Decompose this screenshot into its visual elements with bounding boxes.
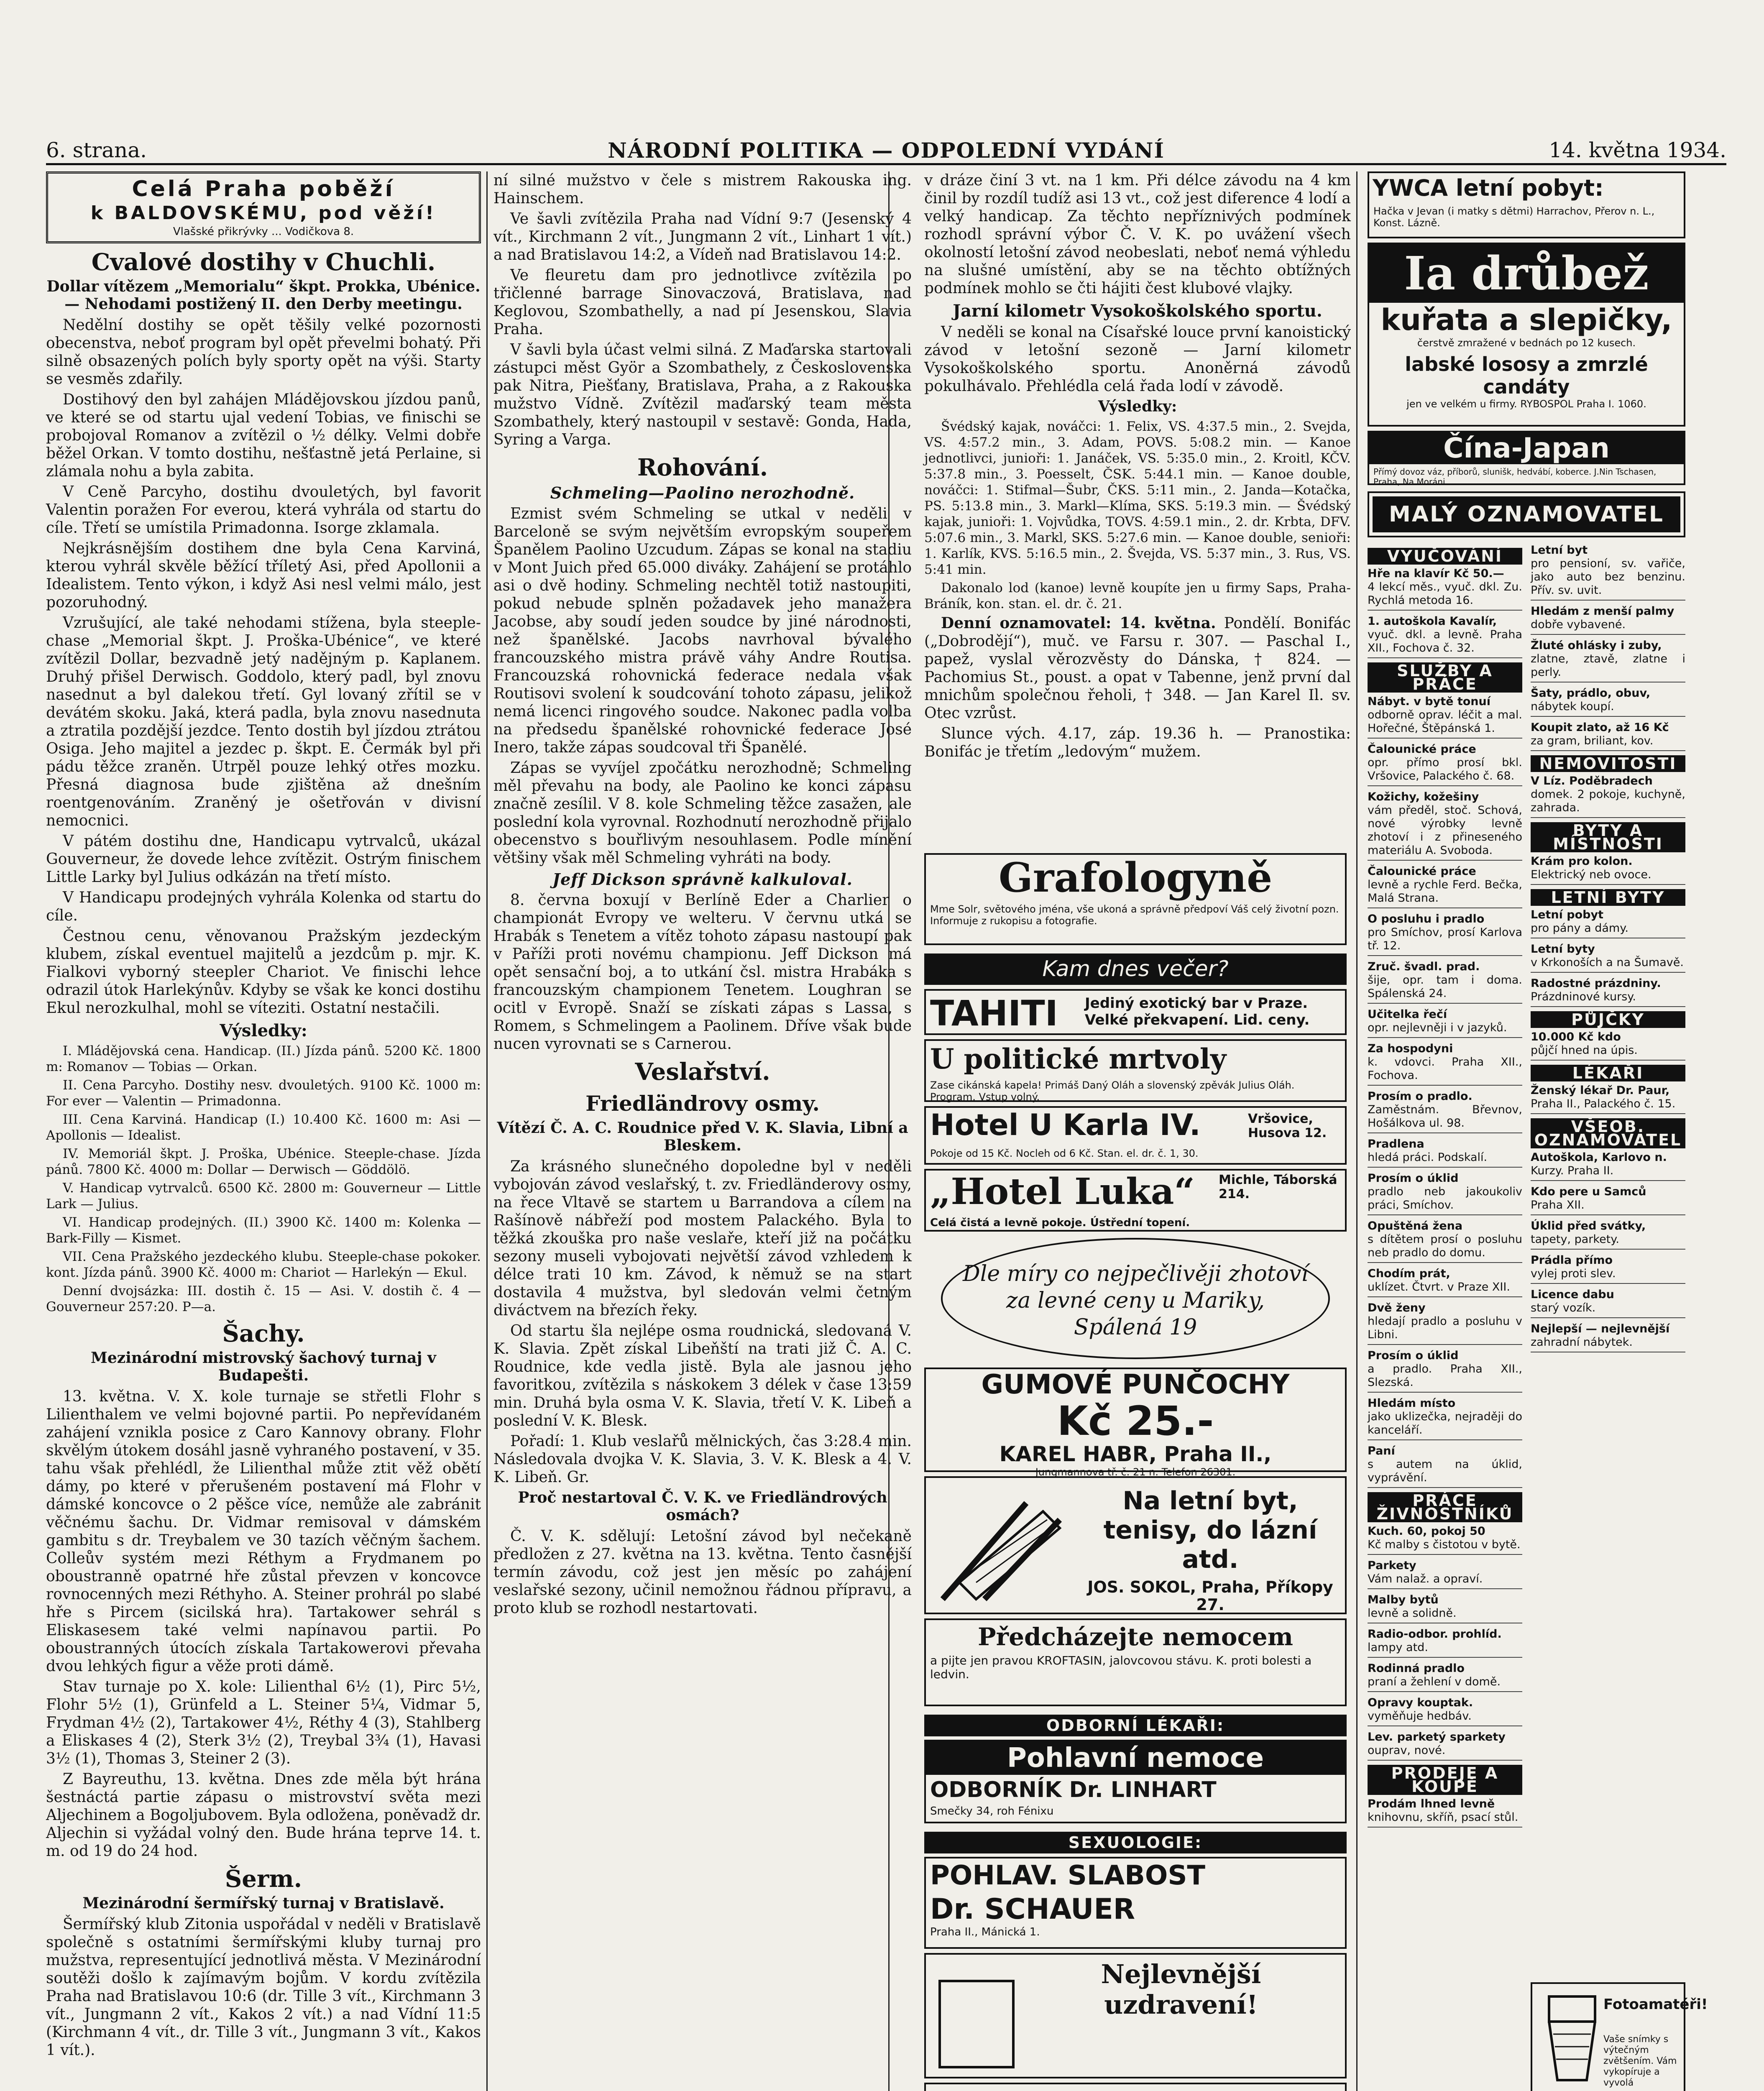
ad-text: šije, opr. tam i doma. Spálenská 24. [1368, 974, 1522, 1000]
ad-address: Jungmannova tř. č. 21 n. Telefon 26301. [1035, 1466, 1236, 1478]
ad-firm: ODBORNÍK Dr. LINHART [930, 1777, 1217, 1802]
category-header: PRÁCE ŽIVNOSTNÍKŮ [1368, 1492, 1522, 1522]
ad-text: pro pány a dámy. [1531, 922, 1629, 935]
drubez-ad [1368, 243, 1685, 427]
ad-firm: KAREL HABR, Praha II., [999, 1442, 1272, 1466]
linhart-ad [924, 1740, 1347, 1823]
category-header: LÉKAŘI [1531, 1065, 1685, 1081]
ad-title: Opuštěná žena [1368, 1219, 1463, 1232]
sexuologie-header: SEXUOLOGIE: [924, 1832, 1347, 1853]
classified-ad [1368, 1349, 1522, 1393]
ad-text: opr. přímo prosí bkl. Vršovice, Palackého č. 68. [1368, 756, 1522, 782]
paragraph: ní silné mužstvo v čele s mistrem Rakouska ing. Hainschem. [493, 172, 912, 207]
ad-title: Radio-odbor. prohlíd. [1368, 1628, 1502, 1641]
ad-title: Nábyt. v bytě tonuí [1368, 695, 1491, 708]
ad-address: Vršovice, Husova 12. [1248, 1112, 1327, 1140]
column-2 [493, 171, 912, 2091]
section-subtitle: Mezinárodní mistrovský šachový turnaj v Budapešti. [91, 1349, 436, 1384]
ad-title: Žluté ohlásky i zuby, [1531, 639, 1662, 652]
section-title: Šachy. [222, 1320, 305, 1347]
section-subtitle: Mezinárodní šermířský turnaj v Bratislavě. [82, 1894, 445, 1912]
category-header: VYUČOVÁNÍ [1368, 548, 1522, 565]
ad-title: Lev. parketý sparkety [1368, 1731, 1506, 1743]
paragraph: Ve fleuretu dam pro jednotlivce zvítězila po třičlenné barrage Sinovaczová, Bratislava, nad Keglovou, Szombathelly, a nad pí Jesenskou, Slavia Praha. [493, 267, 912, 338]
ad-text: Zase cikánská kapela! Primáš Daný Oláh a slovenský zpěvák Julius Oláh. Program. Vstup volný. [930, 1079, 1295, 1103]
ad-title: Radostné prázdniny. [1531, 977, 1661, 990]
ad-title: O posluhu i pradlo [1368, 913, 1485, 925]
ad-text: dobře vybavené. [1531, 618, 1626, 631]
paragraph: V Ceně Parcyho, dostihu dvouletých, byl favorit Valentin poražen For everou, která vyhrála od startu do cíle. Třetí se umístila Primadonna. Isorge zklamala. [46, 483, 481, 537]
classified-ad [1531, 1288, 1685, 1318]
ad-title: Koupit zlato, až 16 Kč [1531, 721, 1669, 734]
ad-title: Rodinná pradlo [1368, 1662, 1465, 1675]
paragraph: Šermířský klub Zitonia uspořádal v neděli v Bratislavě společně s ostatními šermířskými kluby turnaj pro mužstva, representující jednotlivá města. V Mezinárodní soutěži došlo k zajímavým bojům. V kordu zvítězila Praha nad Bratislavou 10:6 (dr. Tille 3 vít., Kirchmann 3 vít., Jungmann 2 vít., Kakos 2 vít.) a nad Vídní 11:5 (Kirchmann 4 vít., dr. Tille 3 vít., Jungmann 3 vít., Kakos 1 vít.). [46, 1916, 481, 2059]
article-title: Jarní kilometr Vysokoškolského sportu. [953, 301, 1322, 321]
ad-text [926, 2084, 1345, 2091]
classified-ad [1531, 721, 1685, 751]
ad-title: Prádla přímo [1531, 1254, 1613, 1267]
ad-title: Opravy kouptak. [1368, 1696, 1473, 1709]
lamp-icon [938, 1980, 1015, 2068]
ad-text: Vám nalaž. a opraví. [1368, 1572, 1483, 1585]
ad-title: Dvě ženy [1368, 1301, 1426, 1314]
ad-text: Vaše snímky s výtečným zvětšením. Vám vykopíruje a vyvolá [1603, 2034, 1677, 2088]
paragraph: Čestnou cenu, věnovanou Pražským jezdeckým klubem, získal eventuel majitelů a jezdcům p. mjr. K. Fialkovi vyborný steepler Chariot. Ve finischi lehce odrazil útok Harlekýnův. Kdyby se však ke konci dostihu Ekul nerozkulhal, mohl se víteziti. Ostatní nestačili. [46, 928, 481, 1017]
ad-title: Pradlena [1368, 1138, 1424, 1150]
ad-title: Nejlepší — nejlevnější [1531, 1322, 1670, 1335]
ad-text: uklízet. Čtvrt. v Praze XII. [1368, 1281, 1510, 1293]
ad-title: Krám pro kolon. [1531, 855, 1633, 868]
ad-text: praní a žehlení v domě. [1368, 1675, 1501, 1688]
category-header: VŠEOB. OZNAMOVATEL [1531, 1118, 1685, 1148]
ad-text: jen ve velkém u firmy. RYBOSPOL Praha I. 1060. [1406, 398, 1646, 410]
category-header: BYTY A MÍSTNOSTI [1531, 822, 1685, 852]
result-line: II. Cena Parcyho. Dostihy nesv. dvouletých. 9100 Kč. 1000 m: For ever — Valentin — Primadonna. [46, 1078, 481, 1109]
classified-ad [1368, 1219, 1522, 1263]
article-title: Cvalové dostihy v Chuchli. [91, 248, 436, 276]
ad-title: Prosím o úklid [1368, 1172, 1459, 1185]
paragraph: Od startu šla nejlépe osma roudnická, sledovaná V. K. Slavia. Zpět získal Libeňští na trati již Č. A. C. Roudnice, kde vedla jistě. Byla ale jasnou jeho favoritkou, zvítězila s náskokem 3 délek v čase 13:59 min. Druhá byla osma V. K. Slavia, třetí V. K. Libeň a poslední V. K. Blesk. [493, 1322, 912, 1429]
ad-title: Za hospodyni [1368, 1042, 1453, 1055]
ad-text: vyměňuje hedbáv. [1368, 1710, 1472, 1723]
ad-title: Hledám místo [1368, 1397, 1456, 1410]
ad-headline: Fotoamatéři! [1603, 1996, 1708, 2013]
ad-title: Licence dabu [1531, 1288, 1614, 1301]
ad-title: Úklid před svátky, [1531, 1219, 1646, 1232]
daily-text: Pondělí. Bonifác („Dobrodějí“), muč. ve Farsu r. 307. — Paschal I., papež, vyslal věrozvěsty do Dánska, † 824. — Pachomius St., poust. a opat v Tabenne, jenž první dal mnichům společnou řeholi, † 348. — Jan Karel Il. sv. Otec vzrůst. [924, 615, 1351, 722]
ad-text: a pradlo. Praha XII., Slezská. [1368, 1362, 1522, 1389]
ad-title: Učitelka řečí [1368, 1008, 1447, 1021]
ad-text: k. vdovci. Praha XII., Fochova. [1368, 1056, 1522, 1082]
ad-title: Chodím prát, [1368, 1267, 1450, 1280]
ad-text: Prázdninové kursy. [1531, 990, 1636, 1003]
ad-text: lampy atd. [1368, 1641, 1428, 1654]
ad-headline: Nejlevnější uzdravení! [1101, 1959, 1261, 2020]
classified-ad [1368, 865, 1522, 908]
ad-title: Autoškola, Karlovo n. [1531, 1151, 1667, 1164]
newspaper-title: NÁRODNÍ POLITIKA — ODPOLEDNÍ VYDÁNÍ [608, 138, 1165, 163]
ad-text: Hačka v Jevan (i matky s dětmi) Harrachov, Přerov n. L., Konst. Lázně. [1373, 205, 1655, 229]
classified-ad [1368, 1172, 1522, 1215]
marika-ad [941, 1238, 1330, 1359]
article-subtitle: Dollar vítězem „Memorialu“ škpt. Prokka, Ubénice. — Nehodami postižený II. den Derby meetingu. [46, 278, 481, 313]
ad-text: levně a rychle Ferd. Bečka, Malá Strana. [1368, 878, 1522, 905]
predchazejte-ad [924, 1618, 1347, 1706]
classified-ad [1368, 1731, 1522, 1761]
classified-ad [1531, 855, 1685, 885]
category-header: LETNÍ BYTY [1531, 889, 1685, 906]
fotoamateri-ad [1531, 1982, 1708, 2091]
ad-title: Hledám z menší palmy [1531, 605, 1675, 618]
ad-address: Michle, Táborská 214. [1219, 1173, 1337, 1201]
ad-title: Kožichy, kožešiny [1368, 790, 1479, 803]
ad-headline: Čína-Japan [1369, 432, 1684, 464]
ad-line: Celá Praha poběží [132, 176, 395, 202]
ad-text: Pokoje od 15 Kč. Nocleh od 6 Kč. Stan. el. dr. č. 1, 30. [930, 1148, 1199, 1159]
baldovsky-ad [46, 171, 481, 243]
classified-ad [1531, 775, 1685, 818]
ad-text: Kurzy. Praha II. [1531, 1164, 1614, 1177]
classified-ad [1531, 639, 1685, 683]
category-header: SLUŽBY A PRÁCE [1368, 662, 1522, 693]
ad-title: Letní pobyt [1531, 908, 1604, 921]
ad-subheadline: labské lososy a zmrzlé candáty [1405, 353, 1648, 398]
classified-ad [1368, 1696, 1522, 1726]
classified-ad [1531, 605, 1685, 635]
ad-headline: TAHITI [930, 993, 1058, 1034]
ad-text: starý vozík. [1531, 1301, 1596, 1314]
ad-headline: Ia drůbež [1369, 244, 1684, 303]
classified-ad [1368, 960, 1522, 1004]
ad-text: Dle míry co nejpečlivěji zhotoví za levné ceny u Mariky, Spálená 19 [963, 1261, 1308, 1340]
section-subtitle: Jeff Dickson správně kalkuloval. [552, 870, 853, 889]
ad-text: pradlo neb jakoukoliv práci, Smíchov. [1368, 1185, 1522, 1212]
ad-headline: Grafologyně [998, 854, 1273, 901]
ad-text: čerstvě zmražené v bednách po 12 kusech. [1417, 337, 1636, 349]
hotel-karla-ad [924, 1106, 1347, 1165]
column-3 [924, 171, 1351, 849]
ad-title: Prodám lhned levně [1368, 1797, 1495, 1810]
koucky-ad [924, 2083, 1347, 2091]
ad-text: domek. 2 pokoje, kuchyně, zahrada. [1531, 788, 1685, 814]
classified-ad [1531, 1030, 1685, 1061]
ad-text: jako uklizečka, nejraději do kanceláří. [1368, 1410, 1522, 1437]
paragraph: Č. V. K. sdělují: Letošní závod byl nečekaně předložen z 27. května na 13. května. Tento časnější termín závodu, což jest jen měsíc po zahájení veslařské sezony, učinil nemožnou řádnou přípravu, a proto klub se rozhodl nestartovati. [493, 1528, 912, 1617]
classified-ad [1368, 1267, 1522, 1297]
ad-text: pro pensioní, sv. vařiče, jako auto bez benzinu. Přív. sv. uvit. [1531, 557, 1685, 597]
classified-ad [1531, 1151, 1685, 1181]
result-line: I. Mládějovská cena. Handicap. (II.) Jízda pánů. 5200 Kč. 1800 m: Romanov — Tobias — Orkan. [46, 1043, 481, 1074]
classified-ad [1531, 1254, 1685, 1284]
classified-ad [1531, 1322, 1685, 1352]
ad-title: V Líz. Poděbradech [1531, 775, 1653, 787]
issue-date: 14. května 1934. [1549, 138, 1726, 162]
classified-ad [1531, 943, 1685, 973]
paragraph: V pátém dostihu dne, Handicapu vytrvalců, ukázal Gouverneur, že dovede lehce zvítězit. Ostrým finischem Little Larky byl Julius odkázán na třetí místo. [46, 833, 481, 886]
classified-ad [1531, 687, 1685, 717]
classified-ad [1368, 1525, 1522, 1555]
article-subtitle: Proč nestartoval Č. V. K. ve Friedländrových osmách? [518, 1489, 887, 1524]
classified-ad [1368, 913, 1522, 956]
ad-text: Elektrický neb ovoce. [1531, 868, 1652, 881]
ad-text: ouprav, nové. [1368, 1744, 1446, 1757]
ad-text: vylej proti slev. [1531, 1267, 1616, 1280]
classified-ad [1368, 1397, 1522, 1440]
gumove-puncochy-ad [924, 1368, 1347, 1478]
ad-text: nábytek koupí. [1531, 700, 1614, 713]
tahiti-ad [924, 989, 1347, 1035]
ad-text: Kč malby s čistotou v bytě. [1368, 1538, 1521, 1551]
ad-text: Jediný exotický bar v Praze. Velké překvapení. Lid. ceny. [1085, 995, 1310, 1028]
ad-text: s autem na úklid, vyprávění. [1368, 1458, 1522, 1484]
ad-headline: Na letní byt, tenisy, do lázní atd. [1103, 1486, 1317, 1574]
paragraph: Slunce vých. 4.17, záp. 19.36 h. — Pranostika: Bonifác je třetím „ledovým“ mužem. [924, 725, 1351, 760]
ad-title: Letní byt [1531, 544, 1588, 557]
ad-text: opr. nejlevněji i v jazyků. [1368, 1021, 1507, 1034]
results-text: Švédský kajak, nováčci: 1. Felix, VS. 4:37.5 min., 2. Svejda, VS. 4:57.2 min., 3. Adam, POVS. 5:08.2 min. — Kanoe jednotlivci, junioři: 1. Janáček, VS. 5:35.0 min., 2. Kroitl, KČV. 5:37.8 min., 3. Poesselt, ČSK. 5:44.1 min. — Kanoe double, nováčci: 1. Stifmal—Šubr, ČKS. 5:11 min., 2. Janda—Kotačka, PS. 5:13.8 min., 3. Markl—Klíma, SKS. 5:19.3 min. — Švédský kajak, junioři: 1. Vojvůdka, TOVS. 4:59.1 min., 2. dr. Krbta, DFV. 5:07.6 min., 3. Markl, SKS. 5:27.6 min. — Kanoe double, senioři: 1. Karlík, KVS. 5:16.5 min., 2. Švejda, VS. 5:37 min., 3. Rus, VS. 5:41 min. [924, 419, 1351, 577]
classified-ad [1368, 1008, 1522, 1038]
paragraph: v dráze činí 3 vt. na 1 km. Při délce závodu na 4 km činil by rozdíl tudíž asi 13 vt., což jest diference 4 lodí a velký handicap. Za těchto nepříznivých podmínek rozhodl správní výbor Č. V. K. po uvážení všech okolností letošní závod neobeslati, neboť nemá výhledu na slušné umístění, aby se na těchto obtížných podmínek mohlo se čti hájiti čest klubové vlajky. [924, 172, 1351, 297]
grafologyne-ad [924, 853, 1347, 945]
result-line: Denní dvojsázka: III. dostih č. 15 — Asi. V. dostih č. 4 — Gouverneur 257:20. P—a. [46, 1283, 481, 1314]
ad-text: vyuč. dkl. a levně. Praha XII., Fochova č. 32. [1368, 628, 1522, 654]
ad-text: knihovnu, skříň, psací stůl. [1368, 1811, 1519, 1824]
ad-headline: YWCA letní pobyt: [1373, 175, 1604, 201]
classified-ad [1368, 1593, 1522, 1623]
classified-ad [1531, 908, 1685, 938]
camera-icon [1541, 1992, 1603, 2084]
category-header: PRODEJE A KOUPĚ [1368, 1765, 1522, 1795]
ad-price: Kč 25.- [1057, 1398, 1214, 1444]
ad-address: Smečky 34, roh Fénixu [930, 1805, 1054, 1817]
ad-title: Prosím o pradlo. [1368, 1090, 1473, 1103]
section-subtitle: Schmeling—Paolino nerozhodně. [550, 483, 855, 502]
results-heading: Výsledky: [1098, 398, 1177, 415]
classified-ad [1531, 1084, 1685, 1114]
ad-firm: Dr. SCHAUER [930, 1893, 1135, 1926]
ad-line: Vlašské přikrývky ... Vodičkova 8. [173, 225, 354, 238]
ad-text: Mme Solr, světového jména, vše ukoná a správně předpoví Váš celý životní pozn. Informuje z rukopisu a fotografie. [930, 903, 1339, 927]
schauer-ad [924, 1857, 1347, 1949]
ad-address: Praha II., Mánická 1. [930, 1926, 1040, 1938]
result-line: VII. Cena Pražského jezdeckého klubu. Steeple-chase pokoker. kont. Jízda pánů. 3900 Kč. 4000 m: Chariot — Harlekýn — Ekul. [46, 1249, 481, 1280]
classifieds-right [1531, 544, 1685, 1978]
ad-text: hledají pradlo a posluhu v Libni. [1368, 1315, 1522, 1341]
section-title: Šerm. [225, 1865, 302, 1893]
classified-ad [1368, 1559, 1522, 1589]
classified-ad [1368, 1090, 1522, 1133]
classified-ad [1368, 567, 1522, 611]
result-line: VI. Handicap prodejných. (II.) 3900 Kč. 1400 m: Kolenka — Bark-Filly — Kismet. [46, 1215, 481, 1246]
ad-title: Letní byty [1531, 943, 1595, 956]
paragraph: Nejkrásnějším dostihem dne byla Cena Karviná, kterou vyhrál skvěle běžící tříletý Asi, před Apollonii a Idealistem. Tento výkon, i když Asi nesl velmi málo, jest pozoruhodný. [46, 540, 481, 611]
classified-ad [1368, 1042, 1522, 1086]
classified-ad [1368, 1628, 1522, 1658]
page-number: 6. strana. [46, 138, 147, 162]
page-header [46, 138, 1726, 165]
ad-headline: U politické mrtvoly [930, 1043, 1227, 1075]
ad-title: Prosím o úklid [1368, 1349, 1459, 1362]
section-title: Veslařství. [635, 1058, 770, 1086]
letni-byt-ad [924, 1476, 1347, 1614]
section-title: MALÝ OZNAMOVATEL [1373, 496, 1680, 532]
column-1 [46, 171, 481, 2091]
article-subtitle: Vítězí Č. A. C. Roudnice před V. K. Slavia, Libní a Bleskem. [497, 1119, 908, 1154]
classified-ad [1368, 615, 1522, 658]
ad-text: a pijte jen pravou KROFTASIN, jalovcovou stávu. K. proti bolesti a ledvin. [930, 1654, 1312, 1681]
ad-headline: Předcházejte nemocem [977, 1623, 1294, 1651]
daily-heading: Denní oznamovatel: 14. května. [941, 614, 1216, 632]
ad-headline: Hotel U Karla IV. [930, 1108, 1201, 1142]
category-header: NEMOVITOSTI [1531, 755, 1685, 772]
section-title: Rohování. [637, 454, 768, 481]
ad-text: vám předěl, stoč. Schová, nové výrobky levně zhotoví i z přineseného materiálu A. Svoboda. [1368, 804, 1522, 857]
classified-ad [1368, 743, 1522, 786]
classified-ad [1531, 977, 1685, 1007]
paragraph: Za krásného slunečného dopoledne byl v neděli vybojován závod veslařský, t. zv. Friedländerovy osmy, na řece Vltavě se startem u Barrandova a cílem na Rašínově nábřeží pod mostem Palackého. Byla to těžká zkouška pro naše veslaře, kteří již na počátku sezony museli vybojovati největší závod vzhledem k délce trati 10 km. Závod, k němuž se na start dostavila 4 mužstva, byl sledován velmi četným diváctvem na březích řeky. [493, 1158, 912, 1319]
hotel-luka-ad [924, 1169, 1347, 1232]
paragraph: 8. června boxují v Berlíně Eder a Charlier o championát Evropy ve welteru. V červnu utká se Hrabák s Tenetem a vítěz tohoto zápasu nastoupí pak v Paříži proti novému championu. Jeff Dickson má opět sensační boj, a to utkání čsl. mistra Hrabáka s francouzským championem Tenetem. Loughran se ocitl v Evropě. Snaží se získati zápas s Lassa, s Romem, s Schmelingem a Paolinem. Dříve však bude nucen vyrovnati se s Carnerou. [493, 892, 912, 1053]
kam-dnes-vecer: Kam dnes večer? [924, 953, 1347, 985]
ad-text: 4 lekcí měs., vyuč. dkl. Zu. Rychlá metoda 16. [1368, 580, 1522, 607]
ad-text: půjčí hned na úpis. [1531, 1044, 1638, 1057]
classified-ad [1368, 695, 1522, 739]
classified-ad [1368, 1138, 1522, 1168]
ad-title: Parkety [1368, 1559, 1416, 1572]
ad-text: Praha II., Palackého č. 15. [1531, 1097, 1676, 1110]
uzdraveni-ad [924, 1953, 1347, 2078]
ad-title: Malby bytů [1368, 1593, 1439, 1606]
ad-text: Zaměstnám. Břevnov, Hošálkova ul. 98. [1368, 1103, 1522, 1130]
ad-text: zahradní nábytek. [1531, 1336, 1633, 1349]
ad-text: zlatne, ztavě, zlatne i perly. [1531, 652, 1685, 679]
ad-title: 1. autoškola Kavalír, [1368, 615, 1497, 628]
paragraph: V Handicapu prodejných vyhrála Kolenka od startu do cíle. [46, 889, 481, 924]
paragraph: Z Bayreuthu, 13. května. Dnes zde měla být hrána šestnáctá partie zápasu o mistrovství světa mezi Aljechinem a Bogoljubovem. Byla odložena, poněvadž dr. Aljechin si vyžádal volný den. Bude hrána teprve 14. t. m. od 19 do 24 hod. [46, 1771, 481, 1860]
paragraph: Zápas se vyvíjel zpočátku nerozhodně; Schmeling měl převahu na body, ale Paolino ke konci zápasu značně zesílil. V 8. kole Schmeling těžce zasažen, ale poslední kola vyrovnal. Rozhodnutí nerozhodně přijalo obecenstvo s bouřlivým nesouhlasem. Podle mínění většiny však měl Schmeling vyhráti na body. [493, 759, 912, 867]
classified-ad [1368, 1797, 1522, 1828]
ad-line: k BALDOVSKÉMU, pod věží! [90, 202, 437, 224]
odborni-lekari-header: ODBORNÍ LÉKAŘI: [924, 1715, 1347, 1736]
article-title: Friedländrovy osmy. [585, 1091, 820, 1116]
classifieds-left [1368, 544, 1522, 2091]
ad-title: Zruč. švadl. prad. [1368, 960, 1480, 973]
ywca-ad [1368, 171, 1685, 238]
paragraph [924, 614, 1351, 722]
ad-headline: „Hotel Luka“ [930, 1171, 1195, 1213]
ad-text: odborně oprav. léčit a mal. Hořečné, Štěpánská 1. [1368, 708, 1522, 735]
ad-text: Přímý dovoz váz, příborů, slunišk, hedvábí, koberce. J.Nin Tschasen, Praha, Na Moráni. [1373, 467, 1657, 487]
results-heading: Výsledky: [220, 1021, 307, 1040]
result-line: V. Handicap vytrvalců. 6500 Kč. 2800 m: Gouverneur — Little Lark — Julius. [46, 1181, 481, 1212]
ad-title: Kuch. 60, pokoj 50 [1368, 1525, 1485, 1538]
ad-title: Hře na klavír Kč 50.— [1368, 567, 1504, 580]
ad-title: Ženský lékař Dr. Paur, [1531, 1084, 1670, 1097]
paragraph: Stav turnaje po X. kole: Lilienthal 6½ (1), Pirc 5½, Flohr 5½ (1), Grünfeld a L. Steiner 5¼, Vidmar 5, Frydman 4½ (2), Tartakower 4½, Réthy 4 (3), Stahlberg a Eliskases 4 (2), Sterk 3½ (2), Treybal 3¾ (1), Havasi 3½ (1), Thomas 3, Steiner 2 (3). [46, 1678, 481, 1767]
result-line: IV. Memoriál škpt. J. Proška, Ubénice. Steeple-chase. Jízda pánů. 7800 Kč. 4000 m: Dollar — Derwisch — Göddölö. [46, 1146, 481, 1177]
classified-ad [1368, 1444, 1522, 1488]
paragraph: Pořadí: 1. Klub veslařů mělnických, čas 3:28.4 min. Následovala dvojka V. K. Slavia, 3. V. K. Blesk a 4. V. K. Libeň. Gr. [493, 1433, 912, 1486]
paragraph: V šavli byla účast velmi silná. Z Maďarska startovali zástupci měst Györ a Szombathely, z Československa pak Nitra, Piešťany, Bratislava, Praha, a z Rakouska mužstvo Vídně. Zvítězil maďarský team města Szombathely, který nastoupil v sestavě: Gonda, Hada, Syring a Varga. [493, 341, 912, 448]
ad-text: v Krkonoších a na Šumavě. [1531, 956, 1684, 969]
column-rule [1356, 171, 1358, 2091]
ad-subheadline: kuřata a slepičky, [1381, 303, 1672, 337]
ad-headline: Pohlavní nemoce [926, 1741, 1345, 1775]
classified-ad [1368, 790, 1522, 861]
ad-text: tapety, parkety. [1531, 1233, 1619, 1246]
ad-text: za gram, briliant, kov. [1531, 734, 1654, 747]
ad-title: Čalounické práce [1368, 743, 1476, 756]
deckchair-icon [934, 1495, 1072, 1603]
ad-title: Čalounické práce [1368, 865, 1476, 878]
ad-text: hledá práci. Podskalí. [1368, 1151, 1488, 1164]
ad-title: Kdo pere u Samců [1531, 1185, 1646, 1198]
paragraph: Ve šavli zvítězila Praha nad Vídní 9:7 (Jesenský 4 vít., Kirchmann 2 vít., Jungmann 2 vít., Linhart 1 vít.) a nad Bratislavou 14:2, a Vídeň nad Bratislavou 14:2. [493, 210, 912, 263]
ad-text: pro Smíchov, prosí Karlova tř. 12. [1368, 926, 1522, 952]
ad-title: Paní [1368, 1444, 1395, 1457]
classified-ad [1531, 1219, 1685, 1250]
paragraph: Ezmist svém Schmeling se utkal v neděli v Barceloně se svým největším evropským soupeřem Španělem Paolino Uzcudum. Zápas se konal na stadiu v Mont Juich před 65.000 diváky. Zahájení se protáhlo asi o dvě hodiny. Schmeling nechtěl totiž nastoupiti, pokud nebude splněn požadavek jeho manažera Jacobse, aby soudí jeden soudce by jiné národnosti, než španělské. Jacobs navrhoval bývalého francouzského mistra právě váhy Andre Routisa. Francouzská rohovnická federace nedala však Routisovi svolení k soudcování tohoto zápasu, jelikož nemá licenci ringového soudce. Nakonec padla volba na předsedu španělské rohovnické federace José Inero, takže zápas soudcoval tři Španělé. [493, 505, 912, 756]
ad-headline: GUMOVÉ PUNČOCHY [981, 1369, 1290, 1400]
classified-ad [1531, 544, 1685, 601]
ad-title: Šaty, prádlo, obuv, [1531, 687, 1651, 700]
classified-ad [1531, 1185, 1685, 1215]
ad-firm: JOS. SOKOL, Praha, Příkopy 27. [1087, 1578, 1333, 1614]
paragraph: Nedělní dostihy se opět těšily velké pozornosti obecenstva, neboť program byl opět převelmi bohatý. Při silně obsazených polích byly sporty opět na výši. Starty se vesměs zdařily. [46, 317, 481, 388]
ad-text: levně a solidně. [1368, 1607, 1457, 1620]
paragraph: Dakonalo lod (kanoe) levně koupíte jen u firmy Saps, Praha-Bráník, kon. stan. el. dr. č. 21. [924, 580, 1351, 611]
column-rule [486, 171, 488, 2091]
classified-ad [1368, 1662, 1522, 1692]
paragraph: 13. května. V. X. kole turnaje se střetli Flohr s Lilienthalem ve velmi bojovné partii. Po nepřevídaném zahájení vznikla posice z Caro Kannovy obrany. Flohr skvělým útokem dosáhl jasně vyhraného postavení, v 35. tahu však přehlédl, že Lilienthal může ztit věž obětí dámy, po které v přerušeném postavení má Flohr v dámské koncovce o 2 pěšce více, nemůže ale zabránit věčnému šachu. Dr. Vidmar remisoval v dámském gambitu s dr. Treybalem ve 30 tazích věčným šachem. Colleův systém mezi Réthym a Frydmanem po oboustranně opatrné hře zůstal převzen v koncovce rovnocenných mezi Réthyho. A. Steiner prohrál po slabé hře s Pircem (sicilská hra). Tartakower sehrál s Eliskasesem také velmi napínavou partii. Po oboustranných útocích získala Tartakowerovi převaha dvou lehkých figur a věže proti dámě. [46, 1388, 481, 1675]
category-header: PŮJČKY [1531, 1011, 1685, 1028]
classified-ad [1368, 1301, 1522, 1345]
paragraph: Vzrušující, ale také nehodami stížena, byla steeple-chase „Memorial škpt. J. Proška-Ubénice“, ve které zvítězil Dollar, bezvadně jetý nadějným p. Kaplanem. Druhý přišel Derwisch. Goddolo, který padl, byl znovu nasednut a byl dalekou třetí. Gyl lovaný zřítil se v devátém skoku. Jaká, která padla, byla znovu nasednuta a ztratila pozdější jezdce. Tento dostih byl jízdou ztrátou Osiga. Jeho majitel a jezdec p. škpt. E. Čermák byl při pádu těžce zraněn. Utrpěl pouze lehký otřes mozku. Přesná diagnosa bude zjištěna až dnešním roentgenováním. Zraněný je ošetřován v divisní nemocnici. [46, 614, 481, 829]
politicke-mrtvoly-ad [924, 1039, 1347, 1102]
result-line: III. Cena Karviná. Handicap (I.) 10.400 Kč. 1600 m: Asi — Apollonis — Idealist. [46, 1112, 481, 1143]
ad-title: 10.000 Kč kdo [1531, 1030, 1621, 1043]
paragraph: V neděli se konal na Císařské louce první kanoistický závod v letošní sezoně — Jarní kilometr Vysokoškolského sportu. Anoněrná závodů pokulhávalo. Přehlédla celá řada lodí v závodě. [924, 324, 1351, 395]
ad-headline: POHLAV. SLABOST [930, 1860, 1206, 1891]
ad-text: Celá čistá a levně pokoje. Ústřední topení. [930, 1217, 1190, 1229]
ad-text: s dítětem prosí o posluhu neb pradlo do domu. [1368, 1233, 1522, 1259]
ad-text: Praha XII. [1531, 1199, 1585, 1212]
maly-oznamovatel-header [1368, 491, 1685, 537]
paragraph: Dostihový den byl zahájen Mládějovskou jízdou panů, ve které se od startu ujal vedení Tobias, ve finischi se probojoval Romanov a zvítězil o ½ délky. Velmi dobře běžel Orkan. V tomto dostihu, nešťastně jetá Perlaine, si zlámala nohu a byla zabita. [46, 391, 481, 480]
cina-japan-ad [1368, 431, 1685, 485]
